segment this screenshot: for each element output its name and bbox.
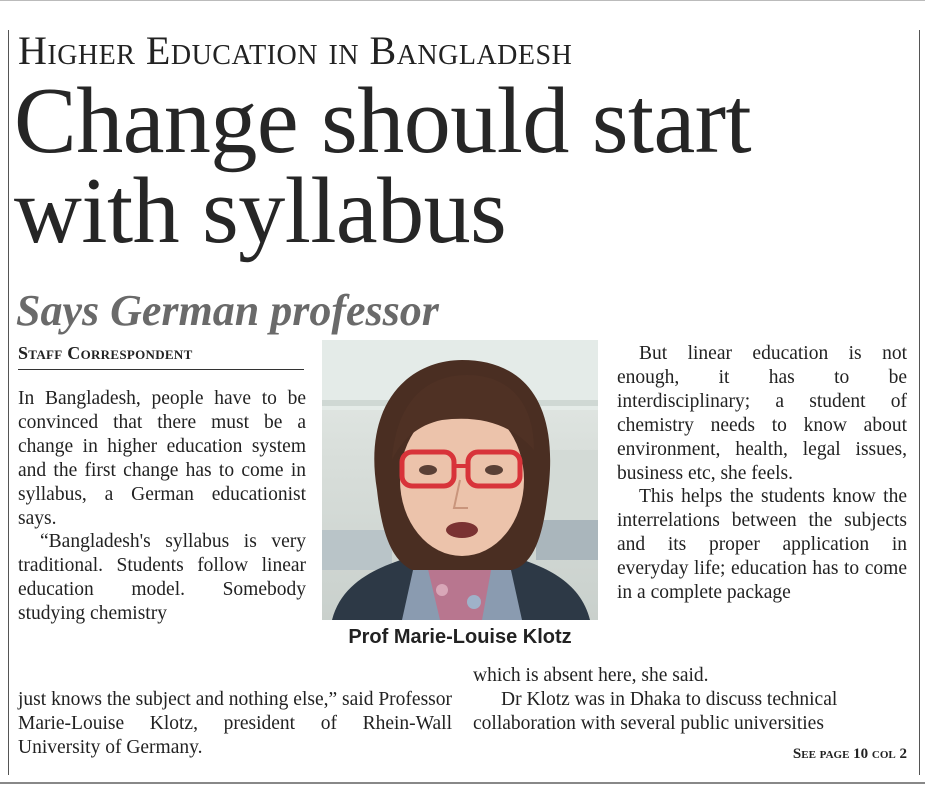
paragraph: Dr Klotz was in Dhaka to discuss technical collaboration with several public universities bbox=[473, 688, 838, 734]
portrait-photo bbox=[322, 340, 598, 620]
deck-subheadline: Says German professor bbox=[16, 286, 439, 335]
bottom-left-text bbox=[18, 688, 452, 760]
byline: Staff Correspondent bbox=[18, 343, 193, 363]
paragraph: But linear education is not enough, it has to be interdisciplinary; a student of chemistry needs to know about environment, health, legal issues, business etc, she feels. bbox=[617, 343, 907, 484]
photo-caption: Prof Marie-Louise Klotz bbox=[348, 626, 572, 648]
paragraph: just knows the subject and nothing else,” said Professor Marie-Louise Klotz, president of Rhein-Wall University of Germany. bbox=[18, 689, 452, 758]
paragraph: This helps the students know the interrelations between the subjects and its proper application in everyday life; education has to come in a complete package bbox=[617, 486, 907, 604]
headline: Change should start with syllabus bbox=[14, 69, 752, 263]
section-kicker: Higher Education in Bangladesh bbox=[18, 28, 573, 73]
continued-on-link[interactable]: See page 10 col 2 bbox=[792, 746, 907, 762]
left-column bbox=[18, 387, 306, 626]
paragraph: “Bangladesh's syllabus is very traditional. Students follow linear education model. Somebody studying chemistry bbox=[18, 531, 306, 625]
paragraph: In Bangladesh, people have to be convinced that there must be a change in higher education system and the first change has to come in syllabus, a German educationist says. bbox=[18, 388, 306, 529]
bottom-rule bbox=[0, 782, 925, 784]
right-column bbox=[617, 342, 907, 605]
portrait-illustration bbox=[322, 340, 598, 620]
paragraph: which is absent here, she said. bbox=[473, 665, 709, 686]
byline-rule bbox=[18, 369, 304, 370]
top-rule bbox=[0, 0, 925, 1]
bottom-right-text bbox=[473, 664, 907, 736]
